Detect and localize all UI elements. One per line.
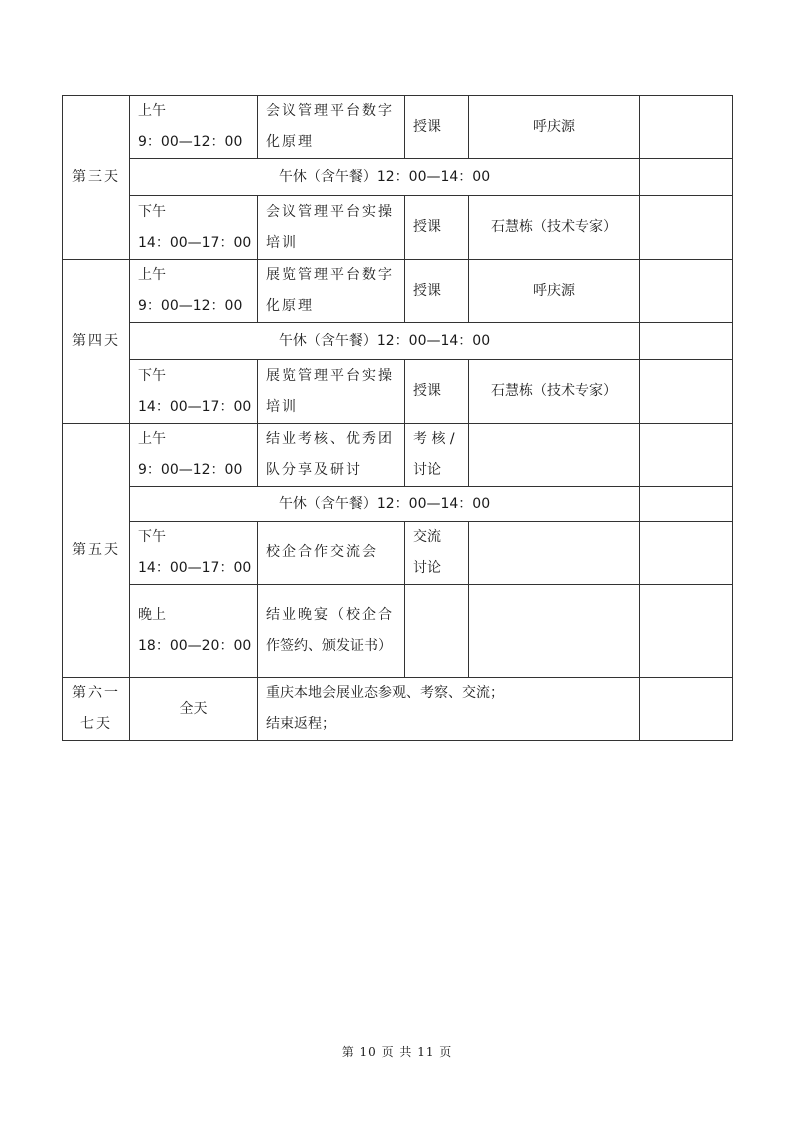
- table-row: [63, 96, 733, 159]
- page-footer: 第 10 页 共 11 页: [341, 1045, 453, 1059]
- mode-cell: 授课: [405, 360, 469, 424]
- table-row: [63, 159, 733, 196]
- table-row: [63, 323, 733, 360]
- topic-cell: 校企合作交流会: [258, 522, 405, 585]
- table-row: [63, 360, 733, 424]
- time-range: 14：00—17：00: [138, 234, 252, 251]
- topic-cell: [258, 424, 405, 487]
- topic-line: 化原理: [266, 134, 314, 150]
- mode-line: 讨论: [413, 462, 441, 478]
- lunch-break: 午休（含午餐）12：00—14：00: [130, 159, 640, 196]
- period: 下午: [138, 529, 166, 545]
- time-cell: [130, 260, 258, 323]
- time-cell: 全天: [130, 678, 258, 741]
- lunch-break: 午休（含午餐）12：00—14：00: [130, 323, 640, 360]
- notes-cell: [640, 323, 733, 360]
- activity-line: 重庆本地会展业态参观、考察、交流；: [266, 685, 504, 701]
- mode-line: 讨论: [413, 560, 441, 576]
- topic-line: 会议管理平台数字: [266, 103, 394, 119]
- time-range: 9：00—12：00: [138, 134, 243, 150]
- period: 上午: [138, 431, 166, 447]
- time-range: 14：00—17：00: [138, 398, 252, 415]
- period: 上午: [138, 103, 166, 119]
- table-row: [63, 487, 733, 522]
- activity-cell: [258, 678, 640, 741]
- time-cell: [130, 96, 258, 159]
- topic-line: 展览管理平台实操: [266, 367, 394, 384]
- day-label: 第四天: [63, 260, 130, 424]
- lecturer-cell: [469, 522, 640, 585]
- lunch-break: 午休（含午餐）12：00—14：00: [130, 487, 640, 522]
- topic-line: 作签约、颁发证书）: [266, 638, 392, 654]
- topic-line: 结业考核、优秀团: [266, 431, 394, 447]
- day-label: 第三天: [63, 96, 130, 260]
- topic-line: 展览管理平台数字: [266, 267, 394, 283]
- topic-cell: [258, 260, 405, 323]
- topic-line: 培训: [266, 234, 298, 251]
- table-row: [63, 260, 733, 323]
- notes-cell: [640, 487, 733, 522]
- time-cell: [130, 522, 258, 585]
- time-cell: [130, 424, 258, 487]
- activity-line: 结束返程；: [266, 716, 336, 732]
- day-label: [63, 678, 130, 741]
- topic-line: 培训: [266, 398, 298, 415]
- schedule-table: [62, 95, 733, 741]
- table-row: [63, 522, 733, 585]
- topic-line: 会议管理平台实操: [266, 203, 394, 220]
- topic-cell: [258, 585, 405, 678]
- mode-cell: 授课: [405, 196, 469, 260]
- lecturer-cell: 石慧栋（技术专家）: [469, 196, 640, 260]
- notes-cell: [640, 96, 733, 159]
- notes-cell: [640, 585, 733, 678]
- period: 下午: [138, 203, 166, 220]
- table-row: [63, 585, 733, 678]
- period: 晚上: [138, 607, 166, 623]
- mode-cell: 授课: [405, 96, 469, 159]
- period: 下午: [138, 367, 166, 384]
- topic-cell: [258, 96, 405, 159]
- table-row: [63, 196, 733, 260]
- lecturer-cell: 呼庆源: [469, 96, 640, 159]
- day-label: 第五天: [63, 424, 130, 678]
- mode-cell: [405, 585, 469, 678]
- topic-cell: [258, 360, 405, 424]
- time-range: 18：00—20：00: [138, 638, 252, 654]
- time-cell: [130, 585, 258, 678]
- time-range: 9：00—12：00: [138, 462, 243, 478]
- mode-cell: 授课: [405, 260, 469, 323]
- notes-cell: [640, 159, 733, 196]
- lecturer-cell: 呼庆源: [469, 260, 640, 323]
- topic-line: 队分享及研讨: [266, 462, 362, 478]
- mode-line: 考 核 /: [413, 431, 455, 447]
- time-cell: [130, 196, 258, 260]
- day-label-line: 第六一: [72, 685, 120, 701]
- notes-cell: [640, 360, 733, 424]
- time-cell: [130, 360, 258, 424]
- table-row: [63, 424, 733, 487]
- mode-line: 交流: [413, 529, 441, 545]
- topic-cell: [258, 196, 405, 260]
- notes-cell: [640, 522, 733, 585]
- day-label-line: 七天: [80, 716, 112, 732]
- time-range: 9：00—12：00: [138, 298, 243, 314]
- notes-cell: [640, 424, 733, 487]
- lecturer-cell: [469, 585, 640, 678]
- time-range: 14：00—17：00: [138, 560, 252, 576]
- mode-cell: [405, 522, 469, 585]
- lecturer-cell: 石慧栋（技术专家）: [469, 360, 640, 424]
- notes-cell: [640, 196, 733, 260]
- topic-line: 化原理: [266, 298, 314, 314]
- period: 上午: [138, 267, 166, 283]
- lecturer-cell: [469, 424, 640, 487]
- mode-cell: [405, 424, 469, 487]
- notes-cell: [640, 260, 733, 323]
- topic-line: 结业晚宴（校企合: [266, 607, 394, 623]
- notes-cell: [640, 678, 733, 741]
- table-row: [63, 678, 733, 741]
